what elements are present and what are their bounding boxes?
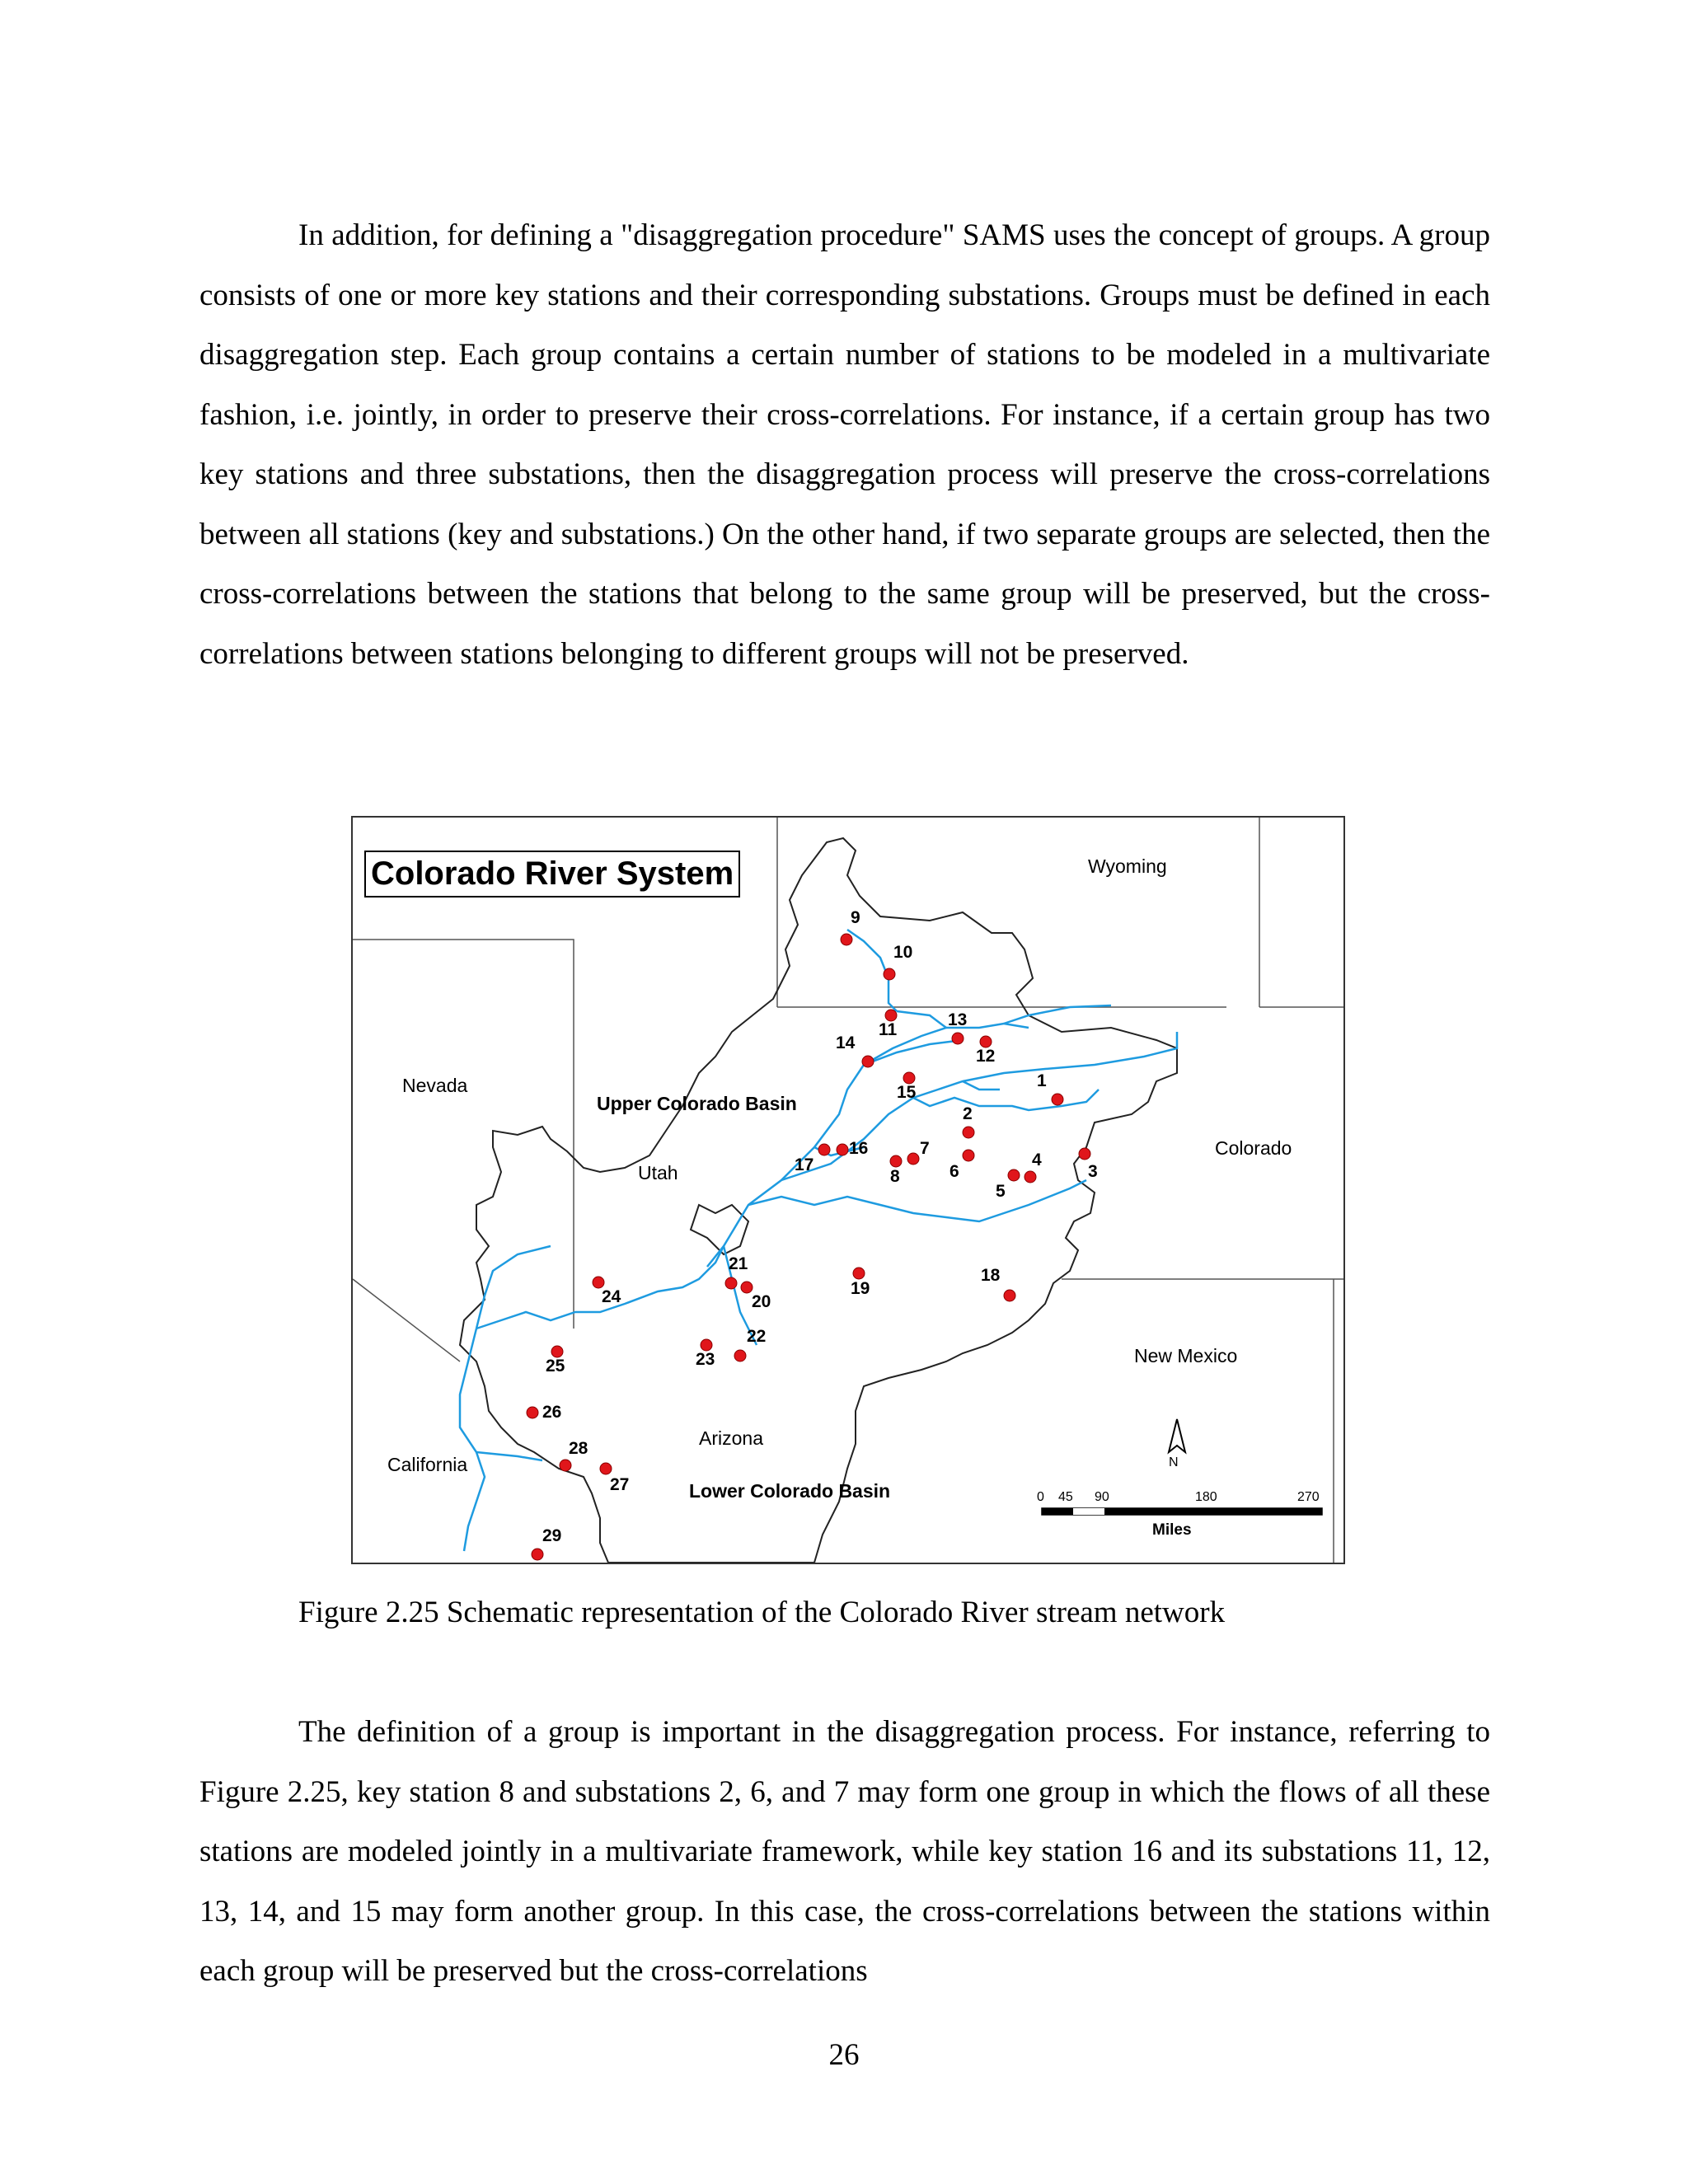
label-nevada: Nevada bbox=[402, 1075, 468, 1096]
station-marker-10 bbox=[884, 968, 895, 980]
station-label-18: 18 bbox=[981, 1266, 1001, 1285]
station-marker-12 bbox=[980, 1036, 992, 1047]
figure-colorado-river-map bbox=[351, 816, 1345, 1564]
station-label-6: 6 bbox=[950, 1162, 959, 1181]
station-marker-6 bbox=[963, 1150, 974, 1161]
scale-unit: Miles bbox=[1152, 1521, 1192, 1539]
paragraph-2-text: The definition of a group is important in the disaggregation process. For instance, referring to Figure 2.25, key station 8 and substations 2, 6, and 7 may form one group in which the flows of all these stations are modeled jointly in a multivariate framework, while key station 16 and its substations 11, 12, 13, 14, and 15 may form another group. In this case, the cross-correlations between the stations within each group will be preserved but the cross-correlations bbox=[199, 1715, 1490, 1988]
scale-tick-0: 0 bbox=[1037, 1490, 1044, 1504]
label-arizona: Arizona bbox=[699, 1427, 763, 1449]
station-label-16: 16 bbox=[849, 1139, 869, 1158]
scale-tick-90: 90 bbox=[1095, 1490, 1109, 1504]
station-label-2: 2 bbox=[963, 1104, 973, 1123]
station-label-3: 3 bbox=[1088, 1162, 1098, 1181]
station-marker-13 bbox=[952, 1033, 964, 1044]
basin-inner-boundary bbox=[691, 1205, 748, 1254]
station-label-12: 12 bbox=[976, 1047, 996, 1066]
station-marker-2 bbox=[963, 1127, 974, 1138]
scale-seg-5 bbox=[1104, 1508, 1210, 1515]
station-label-25: 25 bbox=[546, 1357, 565, 1376]
station-label-19: 19 bbox=[851, 1279, 870, 1298]
north-arrow-icon bbox=[1169, 1419, 1185, 1452]
station-marker-15 bbox=[903, 1072, 915, 1084]
station-marker-27 bbox=[600, 1463, 612, 1474]
station-label-7: 7 bbox=[920, 1139, 930, 1158]
station-marker-7 bbox=[907, 1153, 919, 1165]
station-marker-8 bbox=[890, 1155, 902, 1167]
station-label-5: 5 bbox=[996, 1182, 1006, 1201]
river-colorado-to-gulf bbox=[460, 1329, 485, 1551]
scale-tick-45: 45 bbox=[1058, 1490, 1073, 1504]
page-number: 26 bbox=[828, 2038, 860, 2072]
station-marker-29 bbox=[532, 1549, 543, 1560]
station-label-11: 11 bbox=[879, 1020, 898, 1039]
river-tributary-15 bbox=[864, 1040, 963, 1065]
station-markers bbox=[527, 934, 1090, 1560]
station-label-4: 4 bbox=[1032, 1151, 1042, 1169]
border-ca-nv bbox=[353, 1279, 460, 1361]
basin-outline bbox=[460, 838, 1177, 1563]
station-marker-9 bbox=[841, 934, 852, 945]
station-marker-19 bbox=[853, 1268, 865, 1279]
figure-caption: Figure 2.25 Schematic representation of the Colorado River stream network bbox=[298, 1596, 1226, 1629]
station-marker-16 bbox=[837, 1144, 848, 1155]
station-label-15: 15 bbox=[897, 1083, 917, 1102]
river-san-juan bbox=[748, 1180, 1086, 1221]
scale-bar bbox=[1042, 1508, 1322, 1515]
station-marker-23 bbox=[701, 1339, 712, 1351]
scale-seg-6 bbox=[1210, 1508, 1322, 1515]
station-label-26: 26 bbox=[542, 1403, 562, 1422]
station-marker-17 bbox=[818, 1144, 830, 1155]
map-graphic bbox=[353, 818, 1343, 1563]
map-title: Colorado River System bbox=[364, 851, 740, 898]
station-marker-11 bbox=[885, 1010, 897, 1021]
station-marker-20 bbox=[741, 1282, 753, 1293]
station-label-1: 1 bbox=[1037, 1071, 1047, 1090]
station-marker-4 bbox=[1025, 1171, 1036, 1183]
station-label-23: 23 bbox=[696, 1350, 715, 1369]
station-label-22: 22 bbox=[747, 1327, 767, 1346]
label-new-mexico: New Mexico bbox=[1134, 1345, 1238, 1366]
station-marker-1 bbox=[1052, 1094, 1063, 1105]
scale-seg-1 bbox=[1042, 1508, 1073, 1515]
station-marker-26 bbox=[527, 1407, 538, 1418]
station-marker-5 bbox=[1008, 1169, 1020, 1181]
river-gila bbox=[476, 1452, 542, 1460]
station-label-21: 21 bbox=[729, 1254, 748, 1273]
station-marker-22 bbox=[734, 1350, 746, 1361]
scale-seg-4 bbox=[1073, 1508, 1104, 1515]
station-marker-3 bbox=[1079, 1148, 1090, 1160]
station-label-9: 9 bbox=[851, 908, 860, 927]
label-upper-basin: Upper Colorado Basin bbox=[597, 1093, 797, 1114]
station-label-28: 28 bbox=[569, 1439, 588, 1458]
label-utah: Utah bbox=[638, 1162, 678, 1183]
station-label-8: 8 bbox=[890, 1167, 900, 1186]
station-label-20: 20 bbox=[752, 1292, 771, 1311]
station-marker-18 bbox=[1004, 1290, 1015, 1301]
station-marker-24 bbox=[593, 1277, 604, 1288]
paragraph-2 bbox=[199, 1703, 1490, 2002]
scale-tick-270: 270 bbox=[1297, 1490, 1320, 1504]
station-label-13: 13 bbox=[948, 1010, 968, 1029]
paragraph-1-text: In addition, for defining a "disaggregation procedure" SAMS uses the concept of groups. A group consists of one or more key stations and their corresponding substations. Groups must be defined in each disaggregation step. Each group contains a certain number of stations to be modeled in a multivariate fashion, i.e. jointly, in order to preserve their cross-correlations. For instance, if a certain group has two key stations and three substations, then the disaggregation process will preserve the cross-correlations between all stations (key and substations.) On the other hand, if two separate groups are selected, then the cross-correlations between the stations that belong to the same group will be preserved, but the cross-correlations between stations belonging to different groups will not be preserved. bbox=[199, 218, 1490, 671]
paragraph-1 bbox=[199, 206, 1490, 684]
station-label-27: 27 bbox=[610, 1475, 630, 1494]
station-label-17: 17 bbox=[795, 1155, 814, 1174]
station-label-29: 29 bbox=[542, 1526, 562, 1545]
river-tributary-7 bbox=[963, 1081, 1000, 1090]
label-california: California bbox=[387, 1454, 468, 1475]
river-tributary-12 bbox=[1004, 1005, 1111, 1024]
label-colorado: Colorado bbox=[1215, 1137, 1292, 1159]
label-wyoming: Wyoming bbox=[1088, 855, 1167, 877]
station-label-14: 14 bbox=[836, 1033, 856, 1052]
station-label-10: 10 bbox=[893, 943, 913, 962]
station-label-24: 24 bbox=[602, 1287, 621, 1306]
station-marker-14 bbox=[862, 1056, 874, 1067]
scale-tick-180: 180 bbox=[1195, 1490, 1217, 1504]
label-lower-basin: Lower Colorado Basin bbox=[689, 1480, 891, 1502]
river-network bbox=[460, 930, 1177, 1551]
station-marker-21 bbox=[725, 1277, 737, 1289]
north-label: N bbox=[1169, 1455, 1179, 1469]
border-nevada-utah bbox=[353, 940, 574, 1329]
river-gunnison bbox=[913, 1090, 1099, 1110]
station-marker-28 bbox=[560, 1460, 571, 1471]
station-marker-25 bbox=[551, 1346, 563, 1357]
